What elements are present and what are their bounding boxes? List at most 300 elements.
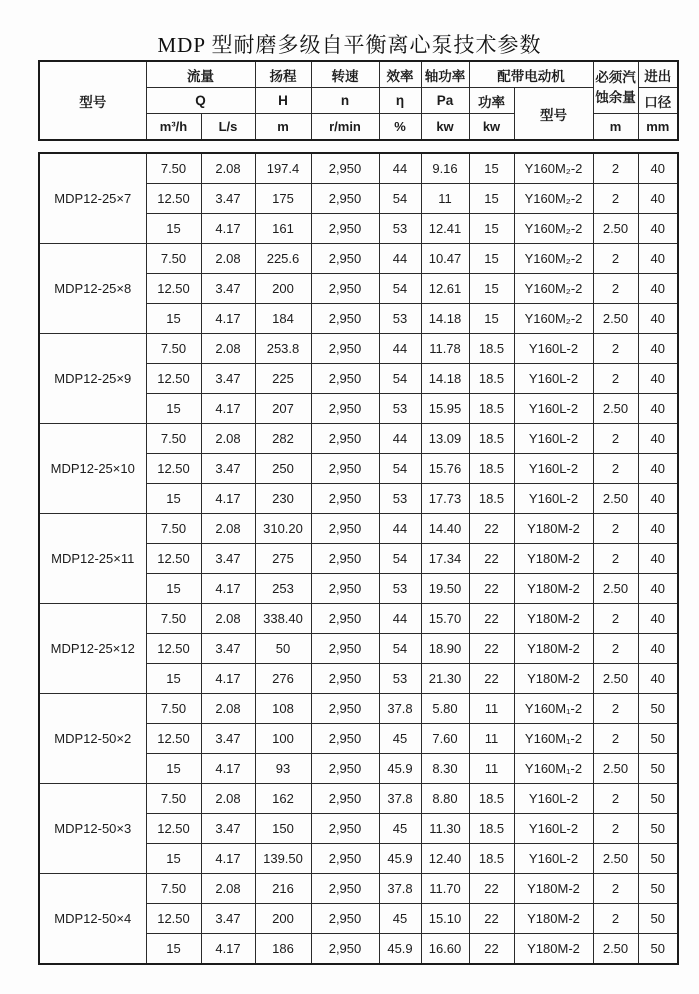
value-cell: 7.50 [146, 784, 201, 814]
value-cell: Y180M-2 [514, 874, 593, 904]
value-cell: 13.09 [421, 424, 469, 454]
value-cell: 18.5 [469, 454, 514, 484]
page-title: MDP 型耐磨多级自平衡离心泵技术参数 [157, 33, 542, 57]
value-cell: Y180M-2 [514, 604, 593, 634]
value-cell: 2,950 [311, 244, 379, 274]
value-cell: 40 [638, 334, 678, 364]
pump-model-cell: MDP12-25×11 [39, 514, 146, 604]
value-cell: 18.5 [469, 334, 514, 364]
value-cell: 15.70 [421, 604, 469, 634]
value-cell: 282 [255, 424, 311, 454]
value-cell: 276 [255, 664, 311, 694]
value-cell: 12.40 [421, 844, 469, 874]
header-head: 扬程 [255, 61, 311, 88]
value-cell: Y160M₂-2 [514, 214, 593, 244]
value-cell: 7.60 [421, 724, 469, 754]
value-cell: 15 [146, 394, 201, 424]
value-cell: 17.34 [421, 544, 469, 574]
value-cell: 14.18 [421, 364, 469, 394]
unit-port: mm [638, 114, 678, 141]
value-cell: 53 [379, 574, 421, 604]
value-cell: 4.17 [201, 934, 255, 965]
value-cell: 15 [146, 934, 201, 965]
header-flow: 流量 [146, 61, 255, 88]
value-cell: 225.6 [255, 244, 311, 274]
value-cell: Y160M₁-2 [514, 694, 593, 724]
value-cell: 14.40 [421, 514, 469, 544]
table-row [39, 604, 678, 634]
value-cell: 18.5 [469, 814, 514, 844]
value-cell: 40 [638, 514, 678, 544]
value-cell: 22 [469, 634, 514, 664]
value-cell: Y160L-2 [514, 844, 593, 874]
table-row [39, 153, 678, 184]
value-cell: 2 [593, 514, 638, 544]
value-cell: 4.17 [201, 844, 255, 874]
value-cell: 2.50 [593, 484, 638, 514]
value-cell: 2,950 [311, 724, 379, 754]
value-cell: 54 [379, 544, 421, 574]
value-cell: 2 [593, 334, 638, 364]
value-cell: 53 [379, 214, 421, 244]
value-cell: 15.95 [421, 394, 469, 424]
value-cell: 100 [255, 724, 311, 754]
value-cell: 44 [379, 334, 421, 364]
value-cell: 18.5 [469, 484, 514, 514]
value-cell: 15 [146, 574, 201, 604]
value-cell: 4.17 [201, 394, 255, 424]
value-cell: 40 [638, 304, 678, 334]
value-cell: Y160M₂-2 [514, 153, 593, 184]
value-cell: 2.08 [201, 784, 255, 814]
value-cell: Y160L-2 [514, 364, 593, 394]
value-cell: 2,950 [311, 184, 379, 214]
value-cell: 3.47 [201, 184, 255, 214]
header-npsh-line1: 必须汽 [595, 69, 636, 85]
value-cell: 225 [255, 364, 311, 394]
value-cell: 53 [379, 304, 421, 334]
value-cell: Y160M₁-2 [514, 754, 593, 784]
value-cell: 184 [255, 304, 311, 334]
value-cell: 11 [421, 184, 469, 214]
value-cell: 21.30 [421, 664, 469, 694]
value-cell: Y160M₂-2 [514, 184, 593, 214]
value-cell: 2 [593, 784, 638, 814]
value-cell: 162 [255, 784, 311, 814]
value-cell: 7.50 [146, 153, 201, 184]
value-cell: 40 [638, 153, 678, 184]
value-cell: 19.50 [421, 574, 469, 604]
value-cell: 18.5 [469, 784, 514, 814]
value-cell: Y160L-2 [514, 814, 593, 844]
value-cell: 310.20 [255, 514, 311, 544]
value-cell: 40 [638, 274, 678, 304]
value-cell: 50 [638, 814, 678, 844]
value-cell: 22 [469, 664, 514, 694]
value-cell: Y160M₁-2 [514, 724, 593, 754]
pump-model-cell: MDP12-25×10 [39, 424, 146, 514]
unit-flow-m3h: m³/h [146, 114, 201, 141]
value-cell: 50 [255, 634, 311, 664]
header-efficiency-symbol: η [379, 88, 421, 114]
value-cell: 2,950 [311, 424, 379, 454]
value-cell: Y180M-2 [514, 934, 593, 965]
value-cell: 2 [593, 694, 638, 724]
value-cell: 197.4 [255, 153, 311, 184]
value-cell: 2.08 [201, 874, 255, 904]
value-cell: 40 [638, 574, 678, 604]
header-shaft-power: 轴功率 [421, 61, 469, 88]
value-cell: 2.08 [201, 694, 255, 724]
header-flow-symbol: Q [146, 88, 255, 114]
value-cell: Y160L-2 [514, 334, 593, 364]
value-cell: 7.50 [146, 694, 201, 724]
value-cell: 2.08 [201, 604, 255, 634]
value-cell: 15 [146, 664, 201, 694]
value-cell: 2,950 [311, 214, 379, 244]
value-cell: 8.30 [421, 754, 469, 784]
value-cell: 12.50 [146, 544, 201, 574]
pump-model-cell: MDP12-50×3 [39, 784, 146, 874]
value-cell: 2.08 [201, 514, 255, 544]
value-cell: 15 [146, 214, 201, 244]
value-cell: 2 [593, 244, 638, 274]
value-cell: 11.70 [421, 874, 469, 904]
value-cell: 40 [638, 214, 678, 244]
value-cell: 50 [638, 904, 678, 934]
value-cell: 2.08 [201, 334, 255, 364]
value-cell: 3.47 [201, 904, 255, 934]
value-cell: 40 [638, 634, 678, 664]
value-cell: 40 [638, 604, 678, 634]
value-cell: Y180M-2 [514, 634, 593, 664]
pump-model-cell: MDP12-25×12 [39, 604, 146, 694]
value-cell: 2.50 [593, 844, 638, 874]
value-cell: 54 [379, 454, 421, 484]
table-row [39, 694, 678, 724]
value-cell: 2.08 [201, 153, 255, 184]
value-cell: 4.17 [201, 214, 255, 244]
value-cell: 253.8 [255, 334, 311, 364]
value-cell: 7.50 [146, 514, 201, 544]
header-shaft-power-symbol: Pa [421, 88, 469, 114]
value-cell: 40 [638, 424, 678, 454]
value-cell: 2.50 [593, 754, 638, 784]
value-cell: 12.50 [146, 184, 201, 214]
value-cell: 15 [146, 484, 201, 514]
value-cell: 207 [255, 394, 311, 424]
table-row [39, 424, 678, 454]
pump-model-cell: MDP12-25×8 [39, 244, 146, 334]
value-cell: 4.17 [201, 754, 255, 784]
header-npsh-line2: 蚀余量 [595, 89, 636, 105]
value-cell: 2,950 [311, 754, 379, 784]
value-cell: 15 [469, 214, 514, 244]
value-cell: 2,950 [311, 634, 379, 664]
value-cell: 2,950 [311, 153, 379, 184]
value-cell: 18.5 [469, 394, 514, 424]
value-cell: 2 [593, 814, 638, 844]
value-cell: 53 [379, 664, 421, 694]
value-cell: 2 [593, 604, 638, 634]
value-cell: 2.50 [593, 394, 638, 424]
value-cell: 45.9 [379, 844, 421, 874]
value-cell: 2,950 [311, 604, 379, 634]
value-cell: 53 [379, 484, 421, 514]
header-speed-symbol: n [311, 88, 379, 114]
value-cell: 2.08 [201, 424, 255, 454]
value-cell: 40 [638, 484, 678, 514]
value-cell: 3.47 [201, 724, 255, 754]
header-head-symbol: H [255, 88, 311, 114]
value-cell: 15 [146, 754, 201, 784]
value-cell: 37.8 [379, 874, 421, 904]
value-cell: 2,950 [311, 934, 379, 965]
header-model: 型号 [39, 61, 146, 140]
value-cell: 161 [255, 214, 311, 244]
value-cell: 44 [379, 514, 421, 544]
value-cell: 8.80 [421, 784, 469, 814]
value-cell: 16.60 [421, 934, 469, 965]
value-cell: 22 [469, 544, 514, 574]
value-cell: 275 [255, 544, 311, 574]
value-cell: 15 [146, 304, 201, 334]
value-cell: 2,950 [311, 544, 379, 574]
header-motor-power: 功率 [469, 88, 514, 114]
value-cell: 37.8 [379, 784, 421, 814]
value-cell: 7.50 [146, 334, 201, 364]
value-cell: 45 [379, 814, 421, 844]
unit-shaft-power: kw [421, 114, 469, 141]
header-row-1 [39, 61, 678, 88]
value-cell: 2,950 [311, 514, 379, 544]
value-cell: 108 [255, 694, 311, 724]
value-cell: 45.9 [379, 934, 421, 965]
value-cell: 12.50 [146, 814, 201, 844]
value-cell: 2.50 [593, 934, 638, 965]
unit-speed: r/min [311, 114, 379, 141]
value-cell: 7.50 [146, 604, 201, 634]
value-cell: 2 [593, 874, 638, 904]
value-cell: 7.50 [146, 424, 201, 454]
value-cell: 2,950 [311, 784, 379, 814]
value-cell: Y180M-2 [514, 514, 593, 544]
value-cell: 50 [638, 784, 678, 814]
body-table [38, 152, 679, 965]
value-cell: 15 [469, 304, 514, 334]
value-cell: 15.76 [421, 454, 469, 484]
value-cell: 40 [638, 184, 678, 214]
value-cell: 22 [469, 574, 514, 604]
value-cell: 2,950 [311, 304, 379, 334]
value-cell: 2,950 [311, 694, 379, 724]
value-cell: 45 [379, 724, 421, 754]
value-cell: Y160L-2 [514, 454, 593, 484]
value-cell: 93 [255, 754, 311, 784]
value-cell: 2,950 [311, 394, 379, 424]
header-efficiency: 效率 [379, 61, 421, 88]
value-cell: Y160M₂-2 [514, 304, 593, 334]
value-cell: 11.30 [421, 814, 469, 844]
header-port-line2: 口径 [638, 88, 678, 114]
value-cell: 50 [638, 934, 678, 965]
value-cell: 50 [638, 724, 678, 754]
table-row [39, 874, 678, 904]
value-cell: 2.50 [593, 304, 638, 334]
unit-motor-power: kw [469, 114, 514, 141]
value-cell: 37.8 [379, 694, 421, 724]
value-cell: 22 [469, 604, 514, 634]
value-cell: 216 [255, 874, 311, 904]
value-cell: 2 [593, 634, 638, 664]
value-cell: 12.50 [146, 724, 201, 754]
value-cell: Y160L-2 [514, 484, 593, 514]
value-cell: 200 [255, 274, 311, 304]
value-cell: Y160L-2 [514, 424, 593, 454]
value-cell: 12.61 [421, 274, 469, 304]
header-npsh [593, 61, 638, 114]
header-port-line1: 进出 [638, 61, 678, 88]
value-cell: 50 [638, 694, 678, 724]
value-cell: 18.90 [421, 634, 469, 664]
value-cell: 22 [469, 904, 514, 934]
value-cell: 50 [638, 754, 678, 784]
value-cell: 2 [593, 153, 638, 184]
value-cell: 40 [638, 664, 678, 694]
value-cell: 2.50 [593, 574, 638, 604]
value-cell: 2.50 [593, 214, 638, 244]
value-cell: 12.50 [146, 274, 201, 304]
value-cell: 17.73 [421, 484, 469, 514]
value-cell: 2,950 [311, 274, 379, 304]
value-cell: 2,950 [311, 664, 379, 694]
value-cell: 15 [469, 274, 514, 304]
pump-model-cell: MDP12-25×9 [39, 334, 146, 424]
value-cell: Y180M-2 [514, 544, 593, 574]
unit-npsh: m [593, 114, 638, 141]
value-cell: 44 [379, 153, 421, 184]
value-cell: 2 [593, 724, 638, 754]
value-cell: 44 [379, 604, 421, 634]
value-cell: 11 [469, 694, 514, 724]
value-cell: 12.50 [146, 634, 201, 664]
value-cell: 2 [593, 364, 638, 394]
value-cell: 3.47 [201, 364, 255, 394]
value-cell: 2,950 [311, 574, 379, 604]
value-cell: 50 [638, 844, 678, 874]
value-cell: 22 [469, 514, 514, 544]
value-cell: 4.17 [201, 484, 255, 514]
value-cell: Y180M-2 [514, 904, 593, 934]
value-cell: 7.50 [146, 244, 201, 274]
value-cell: 18.5 [469, 364, 514, 394]
value-cell: 44 [379, 244, 421, 274]
table-row [39, 334, 678, 364]
value-cell: 2 [593, 184, 638, 214]
value-cell: Y160M₂-2 [514, 244, 593, 274]
value-cell: 3.47 [201, 814, 255, 844]
value-cell: 139.50 [255, 844, 311, 874]
header-motor: 配带电动机 [469, 61, 593, 88]
value-cell: 253 [255, 574, 311, 604]
value-cell: 200 [255, 904, 311, 934]
value-cell: 40 [638, 454, 678, 484]
value-cell: 40 [638, 244, 678, 274]
value-cell: 10.47 [421, 244, 469, 274]
value-cell: 5.80 [421, 694, 469, 724]
value-cell: 12.41 [421, 214, 469, 244]
value-cell: 4.17 [201, 304, 255, 334]
value-cell: 40 [638, 544, 678, 574]
value-cell: 44 [379, 424, 421, 454]
value-cell: 150 [255, 814, 311, 844]
header-speed: 转速 [311, 61, 379, 88]
value-cell: 2 [593, 904, 638, 934]
value-cell: 2,950 [311, 904, 379, 934]
value-cell: 186 [255, 934, 311, 965]
value-cell: 15 [469, 184, 514, 214]
value-cell: 50 [638, 874, 678, 904]
value-cell: 2 [593, 544, 638, 574]
value-cell: 22 [469, 934, 514, 965]
value-cell: 250 [255, 454, 311, 484]
header-table [38, 60, 679, 141]
value-cell: 2,950 [311, 814, 379, 844]
value-cell: Y160M₂-2 [514, 274, 593, 304]
value-cell: 53 [379, 394, 421, 424]
value-cell: 15.10 [421, 904, 469, 934]
value-cell: Y160L-2 [514, 394, 593, 424]
value-cell: 22 [469, 874, 514, 904]
value-cell: 15 [469, 153, 514, 184]
value-cell: 175 [255, 184, 311, 214]
value-cell: 2,950 [311, 874, 379, 904]
value-cell: 40 [638, 364, 678, 394]
table-row [39, 784, 678, 814]
unit-flow-ls: L/s [201, 114, 255, 141]
value-cell: 9.16 [421, 153, 469, 184]
pump-model-cell: MDP12-25×7 [39, 153, 146, 244]
value-cell: 2,950 [311, 364, 379, 394]
value-cell: 40 [638, 394, 678, 424]
value-cell: 15 [146, 844, 201, 874]
value-cell: 12.50 [146, 454, 201, 484]
table-row [39, 514, 678, 544]
value-cell: 3.47 [201, 274, 255, 304]
value-cell: 2,950 [311, 334, 379, 364]
value-cell: 54 [379, 634, 421, 664]
value-cell: 7.50 [146, 874, 201, 904]
value-cell: Y180M-2 [514, 574, 593, 604]
value-cell: 11 [469, 724, 514, 754]
value-cell: Y160L-2 [514, 784, 593, 814]
value-cell: 45 [379, 904, 421, 934]
value-cell: 18.5 [469, 424, 514, 454]
body-rows [39, 153, 678, 964]
value-cell: 14.18 [421, 304, 469, 334]
value-cell: 54 [379, 364, 421, 394]
value-cell: 3.47 [201, 454, 255, 484]
header-motor-model: 型号 [514, 88, 593, 141]
value-cell: 54 [379, 184, 421, 214]
value-cell: Y180M-2 [514, 664, 593, 694]
unit-efficiency: % [379, 114, 421, 141]
value-cell: 2 [593, 454, 638, 484]
value-cell: 45.9 [379, 754, 421, 784]
value-cell: 15 [469, 244, 514, 274]
value-cell: 2.08 [201, 244, 255, 274]
value-cell: 2,950 [311, 844, 379, 874]
